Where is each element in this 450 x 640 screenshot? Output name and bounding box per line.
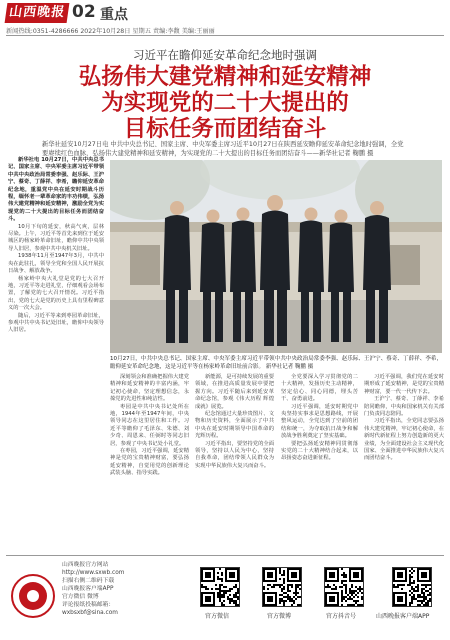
article-column-2 [110, 374, 189, 478]
article-column-4 [281, 374, 358, 463]
article-headline [0, 64, 450, 142]
footer-info-line: 山西晚报客户端APP [62, 586, 114, 592]
column-2-paragraph: 枣园是中共中央书记处所在地，1944年至1947年间，中央领导同志在这里居住和工作。习近平等瞻仰了毛泽东、朱德、刘少奇、周恩来、任弼时等同志旧居，参观了中央书记处小礼堂。 [110, 403, 189, 447]
column-5-paragraph: 习近平指出，全党同志要弘扬伟大建党精神，牢记初心使命，在新时代新征程上努力创造新的更大业绩，为全面建设社会主义现代化国家、全面推进中华民族伟大复兴而团结奋斗。 [364, 418, 444, 462]
qr-code-icon[interactable] [200, 567, 240, 607]
page-footer [0, 555, 450, 640]
group-photo-illustration [110, 160, 442, 353]
masthead-divider [6, 35, 444, 36]
footer-info-line: 山西晚报官方网站 [62, 562, 109, 568]
footer-info-line: 评论报纸投稿邮箱： [62, 602, 115, 608]
qr-code-icon[interactable] [324, 567, 364, 607]
headline-line-3: 目标任务而团结奋斗 [123, 116, 327, 142]
column-5-paragraph: 习近平强调，我们党在延安时期形成了延安精神，是党的宝贵精神财富，要一代一代传下去。 [364, 374, 444, 395]
column-1-paragraph: 随后，习近平等来到枣园革命旧址，参观中共中央书记处旧址，瞻仰中央领导人旧居。 [8, 312, 104, 334]
newspaper-logo: 山西晚报 [5, 3, 70, 23]
qr-label: 官方微信 [205, 613, 230, 620]
column-4-paragraph: 全党要深入学习贯彻党的二十大精神，发扬历史主动精神，坚定信心、同心同德，埋头苦干、奋勇前进。 [281, 374, 358, 403]
article-kicker: 习近平在瞻仰延安革命纪念地时强调 [133, 48, 317, 62]
article-column-5 [364, 374, 444, 463]
article-column-3 [195, 374, 274, 470]
qr-label: 官方抖音号 [326, 613, 357, 620]
qr-label: 山西晚报客户端APP [376, 613, 430, 620]
column-4-paragraph: 要把弘扬延安精神同贯彻落实党的二十大精神结合起来，以昂扬姿态奋进新征程。 [281, 440, 358, 462]
page-number: 02 [72, 2, 96, 22]
email-link[interactable]: wxbsxbf@sina.com [62, 610, 118, 616]
headline-line-1: 弘扬伟大建党精神和延安精神 [78, 64, 372, 90]
column-1-paragraph: 10月下旬的延安，秋高气爽，层林尽染。上午，习近平等首先来到位于延安城区的杨家岭革命旧址，瞻仰中共中央领导人旧居，参观中共中央机关旧址。 [8, 223, 104, 252]
headline-line-2: 为实现党的二十大提出的 [101, 90, 349, 116]
footer-info [62, 561, 187, 617]
column-2-paragraph: 深刻领会和准确把握伟大建党精神和延安精神的丰富内涵，牢记初心使命，坚定理想信念，永葆党的先进性和纯洁性。 [110, 374, 189, 403]
section-title: 重点 [100, 7, 128, 23]
masthead-meta: 新闻热线:0351-4286666 2022年10月28日 星期五 责编:李馥 美编:王丽丽 [6, 28, 215, 35]
masthead [0, 0, 450, 36]
qr-code-icon[interactable] [262, 567, 302, 607]
news-photo [110, 160, 442, 353]
column-1-paragraph: 1938年11月至1947年3月，中共中央在此驻扎，领导全党和全国人民开展抗日战争、解放战争。 [8, 253, 104, 275]
article-intro: 新华社延安10月27日电 中共中央总书记、国家主席、中央军委主席习近平10月27日在陕西延安瞻仰延安革命纪念地时强调，全党要赓续红色血脉，弘扬伟大建党精神和延安精神，为实现党的二十大提出的目标任务而团结奋斗——新华社记者 鞠鹏 摄 [42, 141, 404, 157]
article-column-1 [8, 157, 104, 335]
column-1-paragraph: 新华社电 10月27日，中共中央总书记、国家主席、中央军委主席习近平带领中共中央政治局常委李强、赵乐际、王沪宁、蔡奇、丁薛祥、李希，瞻仰延安革命纪念地，重温党中央在延安时期战斗历程，缅怀老一辈革命家的丰功伟绩，弘扬伟大建党精神和延安精神，激励全党为实现党的二十大提出的目标任务而团结奋斗。 [8, 157, 104, 223]
column-1-paragraph: 杨家岭中央大礼堂是党的七大召开地，习近平等走进礼堂，仔细观看会场布置，了解党的七大召开情况。习近平指出，党的七大是党的历史上具有里程碑意义的一次大会。 [8, 275, 104, 312]
column-3-paragraph: 纪念馆通过大量珍贵图片、文物和历史资料，全面展示了中共中央在延安时期领导中国革命的光辉历程。 [195, 411, 274, 440]
footer-info-line: 官方微信 微博 [62, 594, 99, 600]
website-link[interactable]: http://www.sxwb.com [62, 570, 125, 576]
column-2-paragraph: 在枣园，习近平强调，延安精神是党的宝贵精神财富，要弘扬延安精神，自觉用党的创新理论武装头脑、指导实践。 [110, 448, 189, 477]
column-5-paragraph: 王沪宁、蔡奇、丁薛祥、李希陪同瞻仰，中央和国家机关有关部门负责同志陪同。 [364, 396, 444, 418]
footer-divider [6, 555, 444, 556]
newspaper-emblem-icon [10, 573, 56, 619]
qr-label: 官方微博 [267, 613, 292, 620]
column-3-paragraph: 新能源，是可持续发展的重要领域，在推进高质量发展中要把握方向。习近平随后来到延安革命纪念馆，参观《伟大历程 辉煌成就》展览。 [195, 374, 274, 410]
qr-code-icon[interactable] [392, 567, 432, 607]
photo-caption: 10月27日，中共中央总书记、国家主席、中央军委主席习近平带领中共中央政治局常委李强、赵乐际、王沪宁、蔡奇、丁薛祥、李希，瞻仰延安革命纪念地，这是习近平等在杨家岭革命旧址前合影。 新华社记者 鞠鹏 摄 [110, 356, 442, 370]
footer-info-line: 扫描右侧二维码下载 [62, 578, 115, 584]
column-3-paragraph: 习近平指出，要坚持党的全面领导，坚持以人民为中心，坚持自我革命，团结带领人民群众为实现中华民族伟大复兴而奋斗。 [195, 440, 274, 469]
column-4-paragraph: 习近平强调，延安时期党中央坚持实事求是思想路线，开展整风运动，全党达到了空前的团结和统一，为夺取抗日战争和解放战争胜利奠定了坚实基础。 [281, 403, 358, 440]
